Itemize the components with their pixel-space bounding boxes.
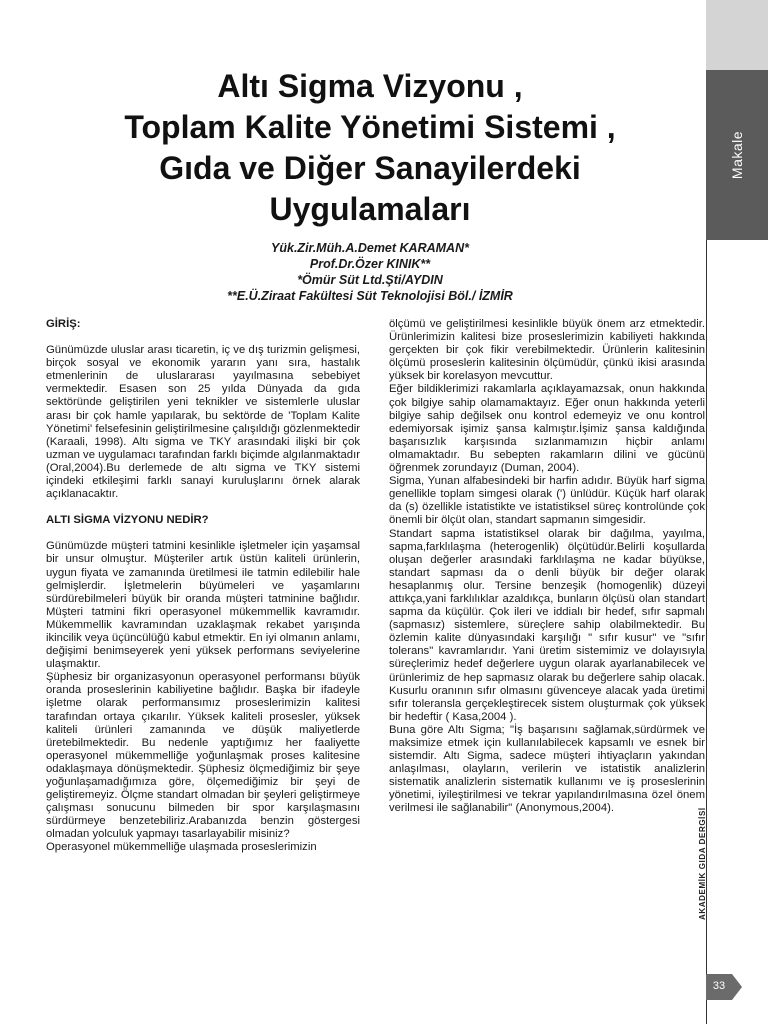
paragraph: Günümüzde müşteri tatmini kesinlikle işletmeler için yaşamsal bir unsur olmuştur. Müşteriler artık üstün kaliteli ürünlerin, uygun fiyata ve zamanında üretilmesi ile tatmin edilebilir hale gelmişlerdir. İşletmelerin büyümeleri ve yaşamlarını sürdürebilmeleri büyük bir oranda müşteri tatminine bağlıdır. Müşteri tatmini fikri operasyonel mükemmellik kavramıdır. Mükemmellik kavramından uzaklaşmak rekabet yarışında ikincilik veya üçüncülüğü kabul etmektir. En iyi olmanın anlamı, değişimi benimseyerek yeni yüksek performans seviyelerine ulaşmaktır. <box>46 540 360 671</box>
journal-name <box>698 807 718 930</box>
section-heading-six-sigma: ALTI SİGMA VİZYONU NEDİR? <box>46 514 209 527</box>
paragraph: Sigma, Yunan alfabesindeki bir harfin adıdır. Büyük harf sigma genellikle toplam simgesi olarak (') ünlüdür. Küçük harf olarak da (s) özellikle istatistikte ve istatistiksel süreç kontrolünde çok önemli bir ölçüt olan, standart sapmanın simgesidir. <box>389 475 705 527</box>
paragraph: Şüphesiz bir organizasyonun operasyonel performansı büyük oranda proseslerinin kabiliyetine bağlıdır. Başka bir ifadeyle işletme olarak performansımız proseslerimizin kalitesi tarafından ortaya çıkarılır. Yüksek kaliteli prosesler, yüksek kaliteli ürünleri zamanında ve düşük maliyetlerde üretebilmektedir. Bu nedenle yaptığımız her faaliyette operasyonel mükemmelliğe yoğunlaşmak proses kalitesine odaklaşmaya dönüşmektedir. Şüphesiz ölçmediğimiz bir şeye yoğunlaşamadığımıza göre, ölçemediğimiz bir şeyi de geliştiremeyiz. Ölçme standart olmadan bir şeyleri geliştirmeye çalışması sonucunu bilmeden bir spor karşılaşmasını sürdürmeye benzetebiliriz.Arabanızda benzin göstergesi olmadan yolculuk yapmayı tasarlayabilir misiniz? <box>46 671 360 841</box>
paragraph: Eğer bildiklerimizi rakamlarla açıklayamazsak, onun hakkında çok bilgiye sahip olamamaktayız. Eğer onun hakkında yeterli bilgiye sahip değilsek onu kontrol edemeyiz ve onu kontrol edemiyorsak işimiz şansa kalmıştır.İşimiz şansa kaldığında başarısızlık karşısında sızlanmamızın hiçbir anlamı olmamaktadır. Bu sebepten rakamların dilini ve gücünü öğrenmek zorundayız (Duman, 2004). <box>389 383 705 475</box>
page-number-badge <box>706 974 732 1000</box>
article-title <box>40 66 700 230</box>
section-tab <box>706 70 768 240</box>
paragraph: Standart sapma istatistiksel olarak bir dağılma, yayılma, sapma,farklılaşma (heterogenlik) ölçütüdür.Belirli koşullarda oluşan değerler arasındaki farklılaşma ne kadar büyükse, standart sapması da o denli büyük bir değer olarak hesaplanmış olur. Tersine benzeşik (homogenlik) düzeyi attıkça,yani farklılıklar azaldıkça, bunların ölçüsü olan standart sapma da küçülür. Çok ileri ve iddialı bir hedef, sıfır sapmalı (sapmasız) sistemlere, süreçlere sahip olabilmektedir. Bu özlemin kalite dünyasındaki karşılığı " sıfır kusur" ve "sıfır tolerans" kavramlarıdır. Yani üretim sistemimiz ve dolayısıyla süreçlerimiz hedef değerlere uygun olarak ayarlanabilecek ve ürünlerimiz de hep sapmasız olarak bu değerlere sahip olacak. Kusurlu oranının sıfır olmasını güvenceye alacak yada üretimi sıfır toleransla gerçekleştirecek sistem oluşturmak çok yüksek bir hedeftir ( Kasa,2004 ). <box>389 527 705 723</box>
page-number: 33 <box>712 980 726 992</box>
author-line: Yük.Zir.Müh.A.Demet KARAMAN* <box>271 241 469 255</box>
title-line: Altı Sigma Vizyonu , <box>217 68 523 104</box>
right-column <box>389 318 705 816</box>
paragraph: Operasyonel mükemmelliğe ulaşmada proseslerimizin <box>46 841 317 854</box>
section-heading-intro: GİRİŞ: <box>46 318 81 330</box>
section-label: Makale <box>729 130 745 180</box>
title-line: Gıda ve Diğer Sanayilerdeki <box>159 150 581 186</box>
paragraph: Günümüzde uluslar arası ticaretin, iç ve dış turizmin gelişmesi, birçok sosyal ve ekonomik yararın yanı sıra, hastalık etmenlerinin de uluslararası yayılmasına sebebiyet vermektedir. Esasen son 25 yılda Dünyada da gıda sektöründe geliştirilen yeni teknikler ve sistemlerle uluslar arası bir çok hamle yapılarak, bu sektörde de 'Toplam Kalite Yönetimi' felsefesinin geliştirilmesine çalışıldığı gözlenmektedir (Karaali, 1998). Altı sigma ve TKY arasındaki ilişki bir çok uzman ve uygulamacı tarafından farklı biçimde algılanmaktadır (Oral,2004).Bu derlemede de altı sigma ve TKY sistemi içindeki etkileşimi farklı sanayi kuruluşlarını örnek alarak açıklanacaktır. <box>46 344 360 501</box>
paragraph: Buna göre Altı Sigma; "İş başarısını sağlamak,sürdürmek ve maksimize etmek için kullanılabilecek kapsamlı ve esnek bir sistemdir. Altı Sigma, sadece müşteri ihtiyaçların yakından anlaşılması, olayların, verilerin ve istatistik analizlerin sistematik analizlerin sistematik kullanımı ve iş proseslerinin yönetimi, iyileştirilmesi ve tekrar yapılandırılmasına özel önem verilmesi ile sağlanabilir" (Anonymous,2004). <box>389 723 705 815</box>
affiliation-line: *Ömür Süt Ltd.Şti/AYDIN <box>297 273 443 287</box>
title-line: Uygulamaları <box>269 191 471 227</box>
author-line: Prof.Dr.Özer KINIK** <box>309 257 431 271</box>
author-block <box>40 240 700 304</box>
paragraph: ölçümü ve geliştirilmesi kesinlikle büyük önem arz etmektedir. Ürünlerimizin kalitesi bize proseslerimizin kabiliyeti hakkında gerçekten bir çok fikir verebilmektedir. Ürünlerin kalitesinin ölçümü proseslerin kalitesinin ölçümüdür, çünkü ikisi arasında yüksek bir korelasyon mevcuttur. <box>389 318 705 383</box>
title-line: Toplam Kalite Yönetimi Sistemi , <box>124 109 616 145</box>
affiliation-line: **E.Ü.Ziraat Fakültesi Süt Teknolojisi Böl./ İZMİR <box>227 289 513 303</box>
sidebar-top-block <box>706 0 768 70</box>
journal-name-text: AKADEMİK GIDA DERGİSİ <box>698 807 707 920</box>
left-column <box>46 318 360 855</box>
